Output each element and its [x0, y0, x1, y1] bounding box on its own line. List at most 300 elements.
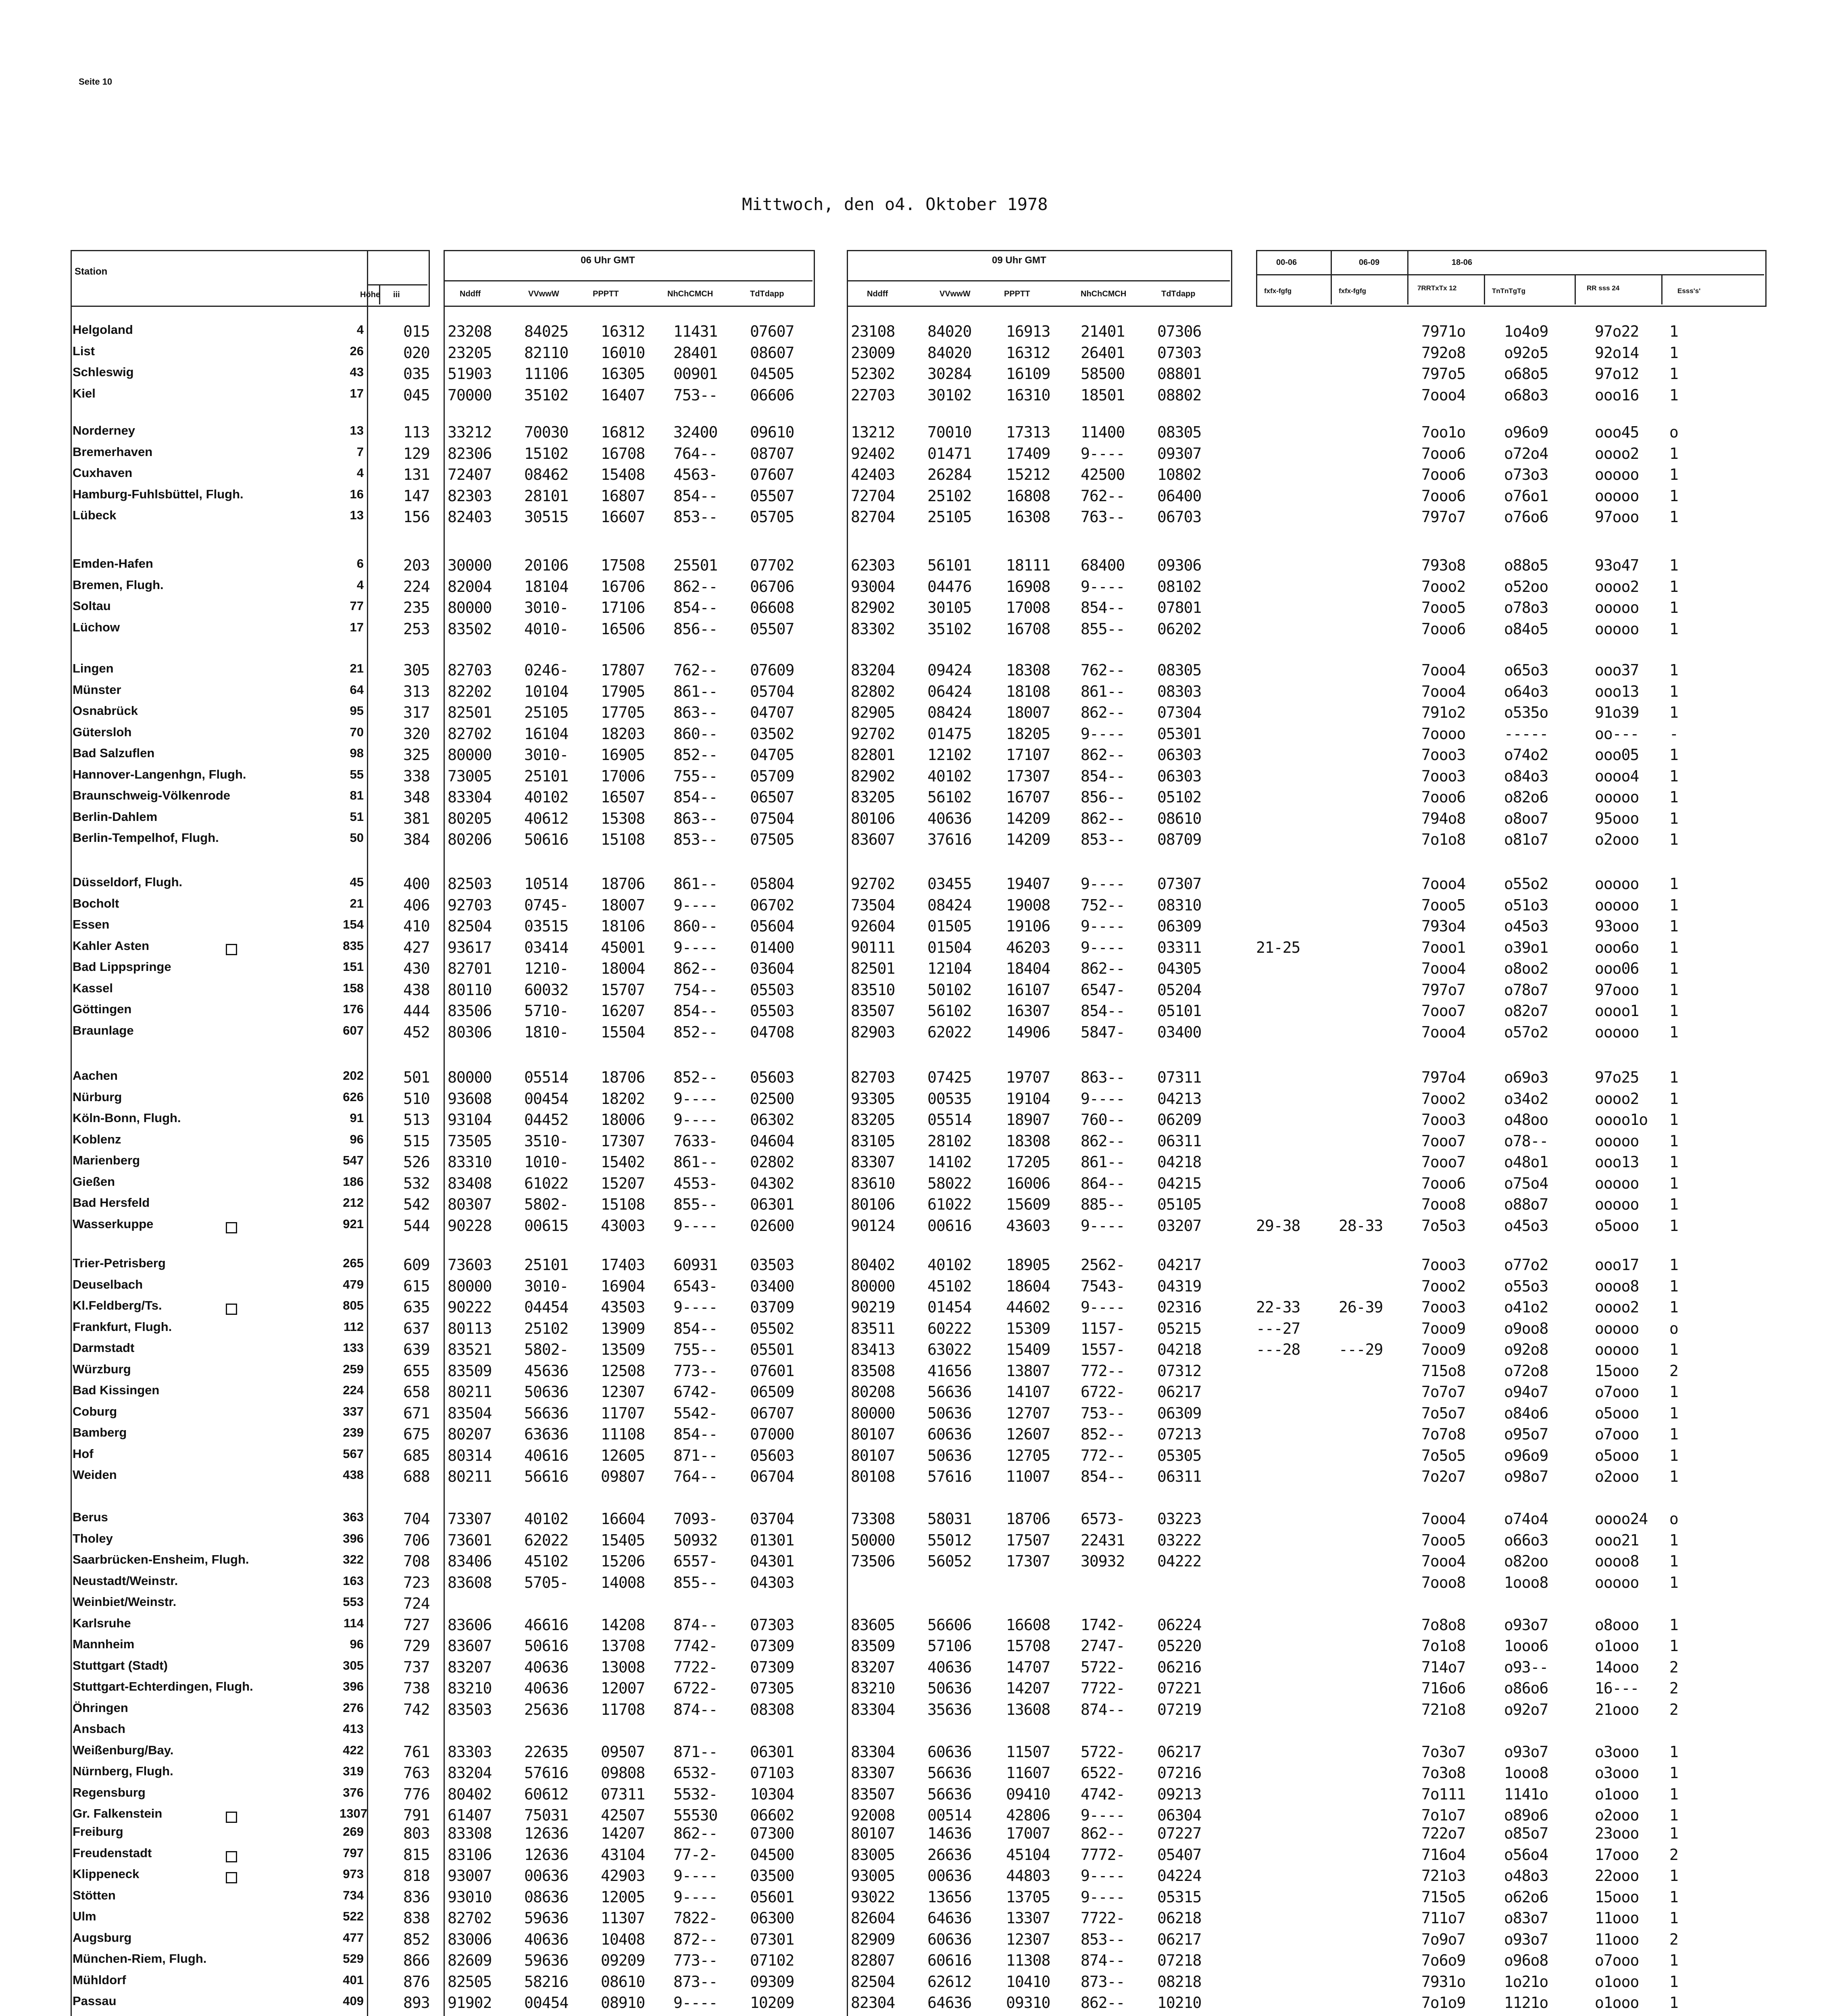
rr-cell: o5ooo — [1595, 1217, 1639, 1235]
clouds-06-cell: 874-- — [673, 1616, 718, 1634]
table-row — [0, 1764, 1825, 1785]
station-name: Tholey — [73, 1531, 113, 1545]
nddff-06-cell: 82702 — [448, 1909, 492, 1927]
tmin-cell: o98o7 — [1504, 1468, 1548, 1485]
clouds-06-cell: 860-- — [673, 725, 718, 743]
wwww-09-cell: 26636 — [927, 1846, 972, 1864]
tmin-cell: o94o7 — [1504, 1383, 1548, 1401]
clouds-06-cell: 874-- — [673, 1701, 718, 1718]
extremes-header-box — [1256, 250, 1767, 307]
iii-cell: 513 — [403, 1111, 430, 1129]
table-row — [0, 1994, 1825, 2015]
esss-cell: 2 — [1669, 1701, 1678, 1718]
ppptt-06-cell: 16604 — [601, 1510, 645, 1528]
nddff-09-cell: 50000 — [851, 1531, 895, 1549]
ppptt-06-cell: 15207 — [601, 1175, 645, 1192]
table-row — [0, 1404, 1825, 1425]
tmin-cell: o93o7 — [1504, 1743, 1548, 1761]
rrt-cell: 797o4 — [1421, 1068, 1466, 1086]
rrt-cell: 7ooo3 — [1421, 1111, 1466, 1129]
station-name: Bremen, Flugh. — [73, 578, 164, 592]
wwww-06-cell: 08462 — [524, 466, 569, 483]
station-name: Gießen — [73, 1175, 115, 1189]
ppptt-06-cell: 13909 — [601, 1320, 645, 1337]
station-name: Weiden — [73, 1468, 117, 1482]
height-cell: 322 — [343, 1552, 364, 1566]
table-row — [0, 1785, 1825, 1806]
station-name: Essen — [73, 917, 110, 931]
rrt-cell: 7ooo6 — [1421, 788, 1466, 806]
clouds-09-cell: 874-- — [1081, 1701, 1125, 1718]
tmin-cell: o48o1 — [1504, 1153, 1548, 1171]
nddff-09-cell: 13212 — [851, 423, 895, 441]
height-cell: 973 — [343, 1867, 364, 1881]
esss-cell: 1 — [1669, 466, 1678, 483]
station-name: Mannheim — [73, 1637, 135, 1651]
esss-cell: 1 — [1669, 1447, 1678, 1464]
table-row — [0, 1341, 1825, 1362]
height-cell: 202 — [343, 1068, 364, 1083]
clouds-06-cell: 871-- — [673, 1743, 718, 1761]
iii-cell: 708 — [403, 1552, 430, 1570]
iii-cell: 737 — [403, 1658, 430, 1676]
wwww-06-cell: 40612 — [524, 810, 569, 827]
period-18-06-header: 18-06 — [1452, 258, 1473, 267]
td-09-cell: 02316 — [1157, 1298, 1202, 1316]
rrt-cell: 7ooo2 — [1421, 578, 1466, 596]
clouds-06-cell: 853-- — [673, 831, 718, 848]
td-06-cell: 08607 — [750, 344, 794, 362]
height-cell: 805 — [343, 1298, 364, 1312]
rrt-cell: 7ooo4 — [1421, 875, 1466, 893]
rrt-cell: 7ooo6 — [1421, 466, 1466, 483]
nddff-09-cell: 52302 — [851, 365, 895, 383]
td-09-cell: 07303 — [1157, 344, 1202, 362]
tmin-cell: o88o7 — [1504, 1195, 1548, 1213]
rrt-cell: 7o9o7 — [1421, 1931, 1466, 1948]
clouds-09-cell: 68400 — [1081, 556, 1125, 574]
esss-cell: 1 — [1669, 1785, 1678, 1803]
nddff-06-cell: 80000 — [448, 746, 492, 764]
table-row — [0, 1867, 1825, 1888]
wwww-09-cell: 30102 — [927, 386, 972, 404]
esss-cell: 1 — [1669, 1764, 1678, 1782]
esss-cell: 1 — [1669, 1195, 1678, 1213]
clouds-09-cell: 1157- — [1081, 1320, 1125, 1337]
station-name: Berlin-Dahlem — [73, 810, 158, 824]
ppptt-09-cell: 12307 — [1006, 1931, 1050, 1948]
esss-cell: 1 — [1669, 1132, 1678, 1150]
ppptt-09-cell: 18308 — [1006, 661, 1050, 679]
wwww-09-cell: 35102 — [927, 620, 972, 638]
station-column-header: Station — [75, 266, 108, 277]
rr-cell: 23ooo — [1595, 1824, 1639, 1842]
table-row — [0, 725, 1825, 746]
ppptt-09-cell: 16808 — [1006, 487, 1050, 505]
station-name: Braunlage — [73, 1023, 134, 1037]
rr-cell: 97o25 — [1595, 1068, 1639, 1086]
clouds-09-cell: 863-- — [1081, 1068, 1125, 1086]
nddff-09-cell: 92702 — [851, 875, 895, 893]
nddff-09-cell: 83507 — [851, 1002, 895, 1020]
ppptt-09-cell: 11507 — [1006, 1743, 1050, 1761]
table-row — [0, 1743, 1825, 1764]
ppptt-06-cell: 09808 — [601, 1764, 645, 1782]
iii-cell: 320 — [403, 725, 430, 743]
td-06-cell: 05705 — [750, 508, 794, 526]
iii-cell: 526 — [403, 1153, 430, 1171]
ppptt-06-cell: 17807 — [601, 661, 645, 679]
rr-cell: 97o12 — [1595, 365, 1639, 383]
td-09-cell: 03400 — [1157, 1023, 1202, 1041]
iii-cell: 639 — [403, 1341, 430, 1358]
ppptt-06-cell: 12007 — [601, 1679, 645, 1697]
height-cell: 479 — [343, 1277, 364, 1291]
td-09-cell: 06311 — [1157, 1132, 1202, 1150]
iii-cell: 852 — [403, 1931, 430, 1948]
height-cell: 163 — [343, 1574, 364, 1588]
nddff-09-cell: 83207 — [851, 1658, 895, 1676]
tmin-cell: o57o2 — [1504, 1023, 1548, 1041]
wwww-06-cell: 58216 — [524, 1973, 569, 1991]
nddff-09-cell: 80108 — [851, 1468, 895, 1485]
open-square-marker-icon — [226, 1222, 237, 1233]
clouds-09-cell: 7772- — [1081, 1846, 1125, 1864]
clouds-06-cell: 6543- — [673, 1277, 718, 1295]
nddff-06-cell: 83506 — [448, 1002, 492, 1020]
clouds-09-cell: 861-- — [1081, 1153, 1125, 1171]
ppptt-09-cell: 11308 — [1006, 1951, 1050, 1969]
iii-cell: 113 — [403, 423, 430, 441]
ppptt-06-cell: 16010 — [601, 344, 645, 362]
nddff-06-cell: 82701 — [448, 960, 492, 977]
table-row — [0, 1552, 1825, 1573]
ppptt-06-cell: 17307 — [601, 1132, 645, 1150]
height-cell: 154 — [343, 917, 364, 931]
wwww-09-cell: 56052 — [927, 1552, 972, 1570]
rrt-cell: 7ooo6 — [1421, 620, 1466, 638]
ppptt-09-cell: 15212 — [1006, 466, 1050, 483]
page-number: Seite 10 — [79, 77, 112, 87]
clouds-09-cell: 772-- — [1081, 1447, 1125, 1464]
obs09-cloud-header: NhChCMCH — [1081, 289, 1127, 298]
tmin-cell: o66o3 — [1504, 1531, 1548, 1549]
tmin-cell: o77o2 — [1504, 1256, 1548, 1274]
wwww-06-cell: 56636 — [524, 1404, 569, 1422]
rrt-cell: 7ooo4 — [1421, 386, 1466, 404]
ppptt-09-cell: 14107 — [1006, 1383, 1050, 1401]
clouds-06-cell: 25501 — [673, 556, 718, 574]
table-row — [0, 1153, 1825, 1174]
height-cell: 626 — [343, 1090, 364, 1104]
wwww-09-cell: 14636 — [927, 1824, 972, 1842]
rrt-cell: 7o5o7 — [1421, 1404, 1466, 1422]
ppptt-06-cell: 18007 — [601, 896, 645, 914]
ppptt-06-cell: 16506 — [601, 620, 645, 638]
td-09-cell: 06217 — [1157, 1931, 1202, 1948]
td-06-cell: 07504 — [750, 810, 794, 827]
esss-cell: 1 — [1669, 1994, 1678, 2012]
rr-cell: oooo8 — [1595, 1277, 1639, 1295]
wwww-09-cell: 12104 — [927, 960, 972, 977]
nddff-06-cell: 33212 — [448, 423, 492, 441]
td-09-cell: 04217 — [1157, 1256, 1202, 1274]
station-name: Osnabrück — [73, 704, 138, 718]
iii-cell: 430 — [403, 960, 430, 977]
td-09-cell: 09306 — [1157, 556, 1202, 574]
iii-cell: 615 — [403, 1277, 430, 1295]
td-06-cell: 07609 — [750, 661, 794, 679]
rr-cell: o2ooo — [1595, 831, 1639, 848]
clouds-06-cell: 852-- — [673, 1068, 718, 1086]
rrt-cell: 716o4 — [1421, 1846, 1466, 1864]
wwww-06-cell: 3010- — [524, 746, 569, 764]
ppptt-09-cell: 11607 — [1006, 1764, 1050, 1782]
station-name: Gütersloh — [73, 725, 132, 739]
station-name: Saarbrücken-Ensheim, Flugh. — [73, 1552, 249, 1566]
iii-cell: 876 — [403, 1973, 430, 1991]
wwww-06-cell: 60612 — [524, 1785, 569, 1803]
station-name: Kassel — [73, 981, 113, 995]
td-09-cell: 05301 — [1157, 725, 1202, 743]
ppptt-09-cell: 16913 — [1006, 323, 1050, 340]
tmin-cell: o72o4 — [1504, 445, 1548, 462]
tmin-cell: o45o3 — [1504, 1217, 1548, 1235]
station-name: Lüchow — [73, 620, 120, 634]
wwww-06-cell: 05514 — [524, 1068, 569, 1086]
height-cell: 17 — [350, 386, 364, 400]
esss-cell: 1 — [1669, 365, 1678, 383]
wwww-06-cell: 25101 — [524, 1256, 569, 1274]
wwww-06-cell: 10514 — [524, 875, 569, 893]
esss-cell: 1 — [1669, 1341, 1678, 1358]
nddff-06-cell: 83606 — [448, 1616, 492, 1634]
td-09-cell: 06216 — [1157, 1658, 1202, 1676]
tmin-cell: o83o7 — [1504, 1909, 1548, 1927]
table-row — [0, 1909, 1825, 1930]
ppptt-09-cell: 42806 — [1006, 1806, 1050, 1824]
wwww-06-cell: 0745- — [524, 896, 569, 914]
nddff-09-cell: 92402 — [851, 445, 895, 462]
clouds-09-cell: 9---- — [1081, 578, 1125, 596]
nddff-06-cell: 80205 — [448, 810, 492, 827]
height-cell: 7 — [356, 445, 364, 459]
wwww-09-cell: 58022 — [927, 1175, 972, 1192]
station-name: Mühldorf — [73, 1973, 126, 1987]
td-06-cell: 05704 — [750, 683, 794, 700]
tmin-cell: o74o2 — [1504, 746, 1548, 764]
clouds-06-cell: 9---- — [673, 1111, 718, 1129]
nddff-09-cell: 82909 — [851, 1931, 895, 1948]
rrt-cell: 7ooo3 — [1421, 1298, 1466, 1316]
nddff-09-cell: 83105 — [851, 1132, 895, 1150]
ppptt-06-cell: 15408 — [601, 466, 645, 483]
table-row — [0, 1679, 1825, 1700]
height-cell: 21 — [350, 661, 364, 675]
td-06-cell: 04301 — [750, 1552, 794, 1570]
ppptt-09-cell: 18905 — [1006, 1256, 1050, 1274]
iii-cell: 738 — [403, 1679, 430, 1697]
clouds-06-cell: 9---- — [673, 1298, 718, 1316]
column-rule — [1407, 250, 1408, 304]
clouds-06-cell: 773-- — [673, 1951, 718, 1969]
td-06-cell: 07103 — [750, 1764, 794, 1782]
ppptt-09-cell: 17507 — [1006, 1531, 1050, 1549]
rr-cell: o1ooo — [1595, 1637, 1639, 1655]
clouds-06-cell: 852-- — [673, 746, 718, 764]
td-09-cell: 07304 — [1157, 704, 1202, 721]
nddff-06-cell: 72407 — [448, 466, 492, 483]
table-row — [0, 831, 1825, 852]
table-row — [0, 1824, 1825, 1845]
clouds-06-cell: 762-- — [673, 661, 718, 679]
ppptt-06-cell: 17508 — [601, 556, 645, 574]
table-row — [0, 960, 1825, 981]
td-09-cell: 10802 — [1157, 466, 1202, 483]
wwww-09-cell: 56101 — [927, 556, 972, 574]
wwww-06-cell: 10104 — [524, 683, 569, 700]
td-09-cell: 09213 — [1157, 1785, 1202, 1803]
nddff-06-cell: 91902 — [448, 1994, 492, 2012]
wwww-06-cell: 30515 — [524, 508, 569, 526]
clouds-09-cell: 7722- — [1081, 1909, 1125, 1927]
table-row — [0, 556, 1825, 577]
table-row — [0, 896, 1825, 917]
height-cell: 921 — [343, 1217, 364, 1231]
station-name: Regensburg — [73, 1785, 146, 1799]
td-06-cell: 04303 — [750, 1574, 794, 1591]
clouds-06-cell: 861-- — [673, 1153, 718, 1171]
td-06-cell: 03500 — [750, 1867, 794, 1885]
ppptt-09-cell: 13608 — [1006, 1701, 1050, 1718]
table-row — [0, 323, 1825, 344]
nddff-09-cell: 80402 — [851, 1256, 895, 1274]
clouds-06-cell: 9---- — [673, 1867, 718, 1885]
td-06-cell: 07601 — [750, 1362, 794, 1380]
wwww-09-cell: 61022 — [927, 1195, 972, 1213]
obs09-td-header: TdTdapp — [1161, 289, 1196, 298]
rrt-cell: 7ooo5 — [1421, 896, 1466, 914]
clouds-06-cell: 11431 — [673, 323, 718, 340]
wwww-09-cell: 60636 — [927, 1425, 972, 1443]
wwww-09-cell: 56636 — [927, 1764, 972, 1782]
ppptt-09-cell: 17007 — [1006, 1824, 1050, 1842]
table-row — [0, 875, 1825, 896]
clouds-06-cell: 7633- — [673, 1132, 718, 1150]
rr-cell: o5ooo — [1595, 1404, 1639, 1422]
td-09-cell: 08610 — [1157, 810, 1202, 827]
wwww-06-cell: 40636 — [524, 1658, 569, 1676]
table-row — [0, 508, 1825, 529]
gust-00-06-cell: 22-33 — [1256, 1298, 1300, 1316]
station-name: München-Riem, Flugh. — [73, 1951, 207, 1966]
nddff-09-cell: 80106 — [851, 810, 895, 827]
nddff-06-cell: 83504 — [448, 1404, 492, 1422]
table-row — [0, 1510, 1825, 1531]
wwww-09-cell: 00514 — [927, 1806, 972, 1824]
nddff-09-cell: 83304 — [851, 1743, 895, 1761]
height-cell: 21 — [350, 896, 364, 910]
esss-cell: 2 — [1669, 1846, 1678, 1864]
ppptt-09-cell: 18907 — [1006, 1111, 1050, 1129]
td-06-cell: 07309 — [750, 1637, 794, 1655]
station-name: Emden-Hafen — [73, 556, 153, 571]
td-09-cell: 08218 — [1157, 1973, 1202, 1991]
station-name: Bad Kissingen — [73, 1383, 160, 1397]
ppptt-06-cell: 18706 — [601, 1068, 645, 1086]
height-cell: 112 — [343, 1320, 364, 1334]
table-row — [0, 1217, 1825, 1238]
station-name: Koblenz — [73, 1132, 121, 1146]
station-name: Deuselbach — [73, 1277, 143, 1291]
nddff-09-cell: 82902 — [851, 599, 895, 616]
rrt-cell: 7o1o8 — [1421, 831, 1466, 848]
nddff-09-cell: 90124 — [851, 1217, 895, 1235]
esss-cell: 1 — [1669, 981, 1678, 999]
wwww-09-cell: 01471 — [927, 445, 972, 462]
wwww-09-cell: 60616 — [927, 1951, 972, 1969]
rrt-cell: 7o7o8 — [1421, 1425, 1466, 1443]
nddff-06-cell: 93617 — [448, 939, 492, 956]
obs06-wwww-header: VVwwW — [528, 289, 559, 298]
ppptt-09-cell: 15609 — [1006, 1195, 1050, 1213]
rrt-cell: 7ooo6 — [1421, 487, 1466, 505]
ppptt-09-cell: 16107 — [1006, 981, 1050, 999]
esss-cell: 1 — [1669, 1002, 1678, 1020]
obs06-nddff-header: Nddff — [460, 289, 481, 298]
td-09-cell: 05315 — [1157, 1888, 1202, 1906]
nddff-09-cell: 72704 — [851, 487, 895, 505]
nddff-09-cell: 93005 — [851, 1867, 895, 1885]
table-row — [0, 1931, 1825, 1951]
rr-cell: 11ooo — [1595, 1931, 1639, 1948]
table-row — [0, 1068, 1825, 1089]
nddff-09-cell: 93305 — [851, 1090, 895, 1108]
td-09-cell: 10210 — [1157, 1994, 1202, 2012]
table-row — [0, 704, 1825, 725]
esss-cell: 1 — [1669, 831, 1678, 848]
clouds-06-cell: 753-- — [673, 386, 718, 404]
wwww-09-cell: 00636 — [927, 1867, 972, 1885]
station-name: Köln-Bonn, Flugh. — [73, 1111, 181, 1125]
nddff-09-cell: 92008 — [851, 1806, 895, 1824]
nddff-09-cell: 23009 — [851, 344, 895, 362]
td-06-cell: 06301 — [750, 1195, 794, 1213]
wwww-06-cell: 08636 — [524, 1888, 569, 1906]
clouds-09-cell: 873-- — [1081, 1973, 1125, 1991]
tmin-cell: o76o1 — [1504, 487, 1548, 505]
clouds-06-cell: 4563- — [673, 466, 718, 483]
iii-cell: 688 — [403, 1468, 430, 1485]
height-cell: 186 — [343, 1175, 364, 1189]
station-name: Darmstadt — [73, 1341, 135, 1355]
rr-cell: oooo1o — [1595, 1111, 1648, 1129]
td-09-cell: 07307 — [1157, 875, 1202, 893]
rr-cell: o8ooo — [1595, 1616, 1639, 1634]
ppptt-09-cell: 16707 — [1006, 788, 1050, 806]
open-square-marker-icon — [226, 1304, 237, 1315]
ppptt-09-cell: 16310 — [1006, 386, 1050, 404]
td-06-cell: 05604 — [750, 917, 794, 935]
td-06-cell: 06706 — [750, 578, 794, 596]
height-cell: 413 — [343, 1722, 364, 1736]
height-cell: 337 — [343, 1404, 364, 1418]
station-name: Soltau — [73, 599, 111, 613]
clouds-06-cell: 854-- — [673, 487, 718, 505]
td-09-cell: 07216 — [1157, 1764, 1202, 1782]
iii-cell: 338 — [403, 767, 430, 785]
rrt-cell: 7ooo4 — [1421, 683, 1466, 700]
